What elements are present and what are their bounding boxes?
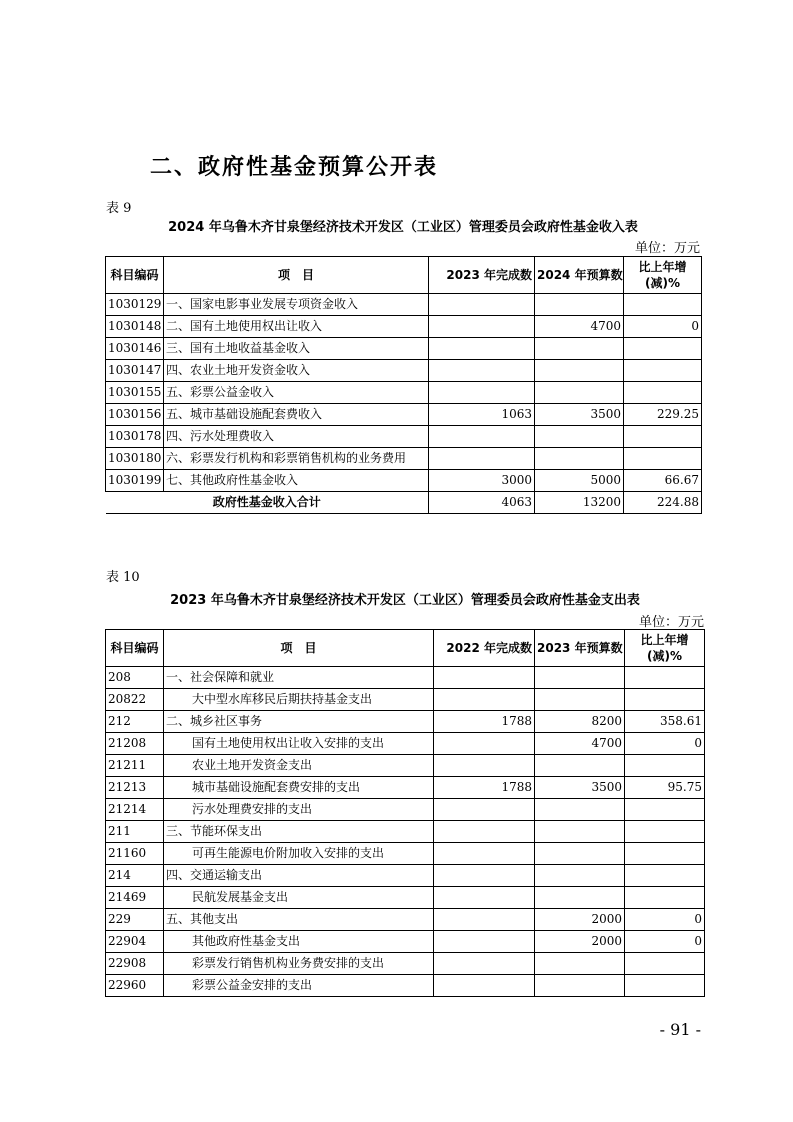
header-budget: 2023 年预算数 <box>535 630 625 667</box>
cell-item: 六、彩票发行机构和彩票销售机构的业务费用 <box>164 448 429 470</box>
cell-budget <box>535 843 625 865</box>
cell-prev-actual <box>429 382 535 404</box>
cell-prev-actual <box>434 953 535 975</box>
cell-prev-actual <box>434 975 535 997</box>
cell-code: 22904 <box>106 931 164 953</box>
cell-budget: 5000 <box>535 470 624 492</box>
table-row <box>106 865 705 887</box>
table-row <box>106 448 702 470</box>
cell-code: 1030180 <box>106 448 164 470</box>
table-row <box>106 689 705 711</box>
cell-item: 国有土地使用权出让收入安排的支出 <box>164 733 434 755</box>
cell-change: 0 <box>624 316 702 338</box>
table-row <box>106 909 705 931</box>
cell-item: 农业土地开发资金支出 <box>164 755 434 777</box>
cell-change: 358.61 <box>625 711 705 733</box>
cell-code: 21213 <box>106 777 164 799</box>
table-row <box>106 316 702 338</box>
table9-title: 2024 年乌鲁木齐甘泉堡经济技术开发区（工业区）管理委员会政府性基金收入表 <box>168 220 638 235</box>
cell-item: 民航发展基金支出 <box>164 887 434 909</box>
cell-prev-actual <box>434 667 535 689</box>
cell-code: 21160 <box>106 843 164 865</box>
cell-change <box>625 843 705 865</box>
table-row <box>106 843 705 865</box>
cell-budget <box>535 953 625 975</box>
cell-prev-actual <box>434 799 535 821</box>
cell-change: 0 <box>625 931 705 953</box>
cell-item: 二、城乡社区事务 <box>164 711 434 733</box>
cell-prev-actual <box>434 689 535 711</box>
table9-header-row <box>106 257 702 294</box>
cell-budget <box>535 382 624 404</box>
cell-change: 0 <box>625 909 705 931</box>
cell-item: 其他政府性基金支出 <box>164 931 434 953</box>
cell-item: 三、国有土地收益基金收入 <box>164 338 429 360</box>
cell-change: 66.67 <box>624 470 702 492</box>
cell-change: 0 <box>625 733 705 755</box>
table-row <box>106 953 705 975</box>
header-code: 科目编码 <box>106 630 164 667</box>
cell-budget <box>535 360 624 382</box>
cell-prev-actual <box>429 338 535 360</box>
cell-item: 一、社会保障和就业 <box>164 667 434 689</box>
cell-budget <box>535 448 624 470</box>
cell-budget: 4700 <box>535 316 624 338</box>
cell-code: 1030199 <box>106 470 164 492</box>
cell-code: 208 <box>106 667 164 689</box>
total-row <box>106 492 702 514</box>
cell-item: 大中型水库移民后期扶持基金支出 <box>164 689 434 711</box>
total-label: 政府性基金收入合计 <box>106 492 429 514</box>
cell-prev-actual: 3000 <box>429 470 535 492</box>
table-row <box>106 887 705 909</box>
cell-code: 229 <box>106 909 164 931</box>
cell-change <box>625 667 705 689</box>
header-item: 项 目 <box>164 257 429 294</box>
cell-budget: 2000 <box>535 909 625 931</box>
cell-item: 二、国有土地使用权出让收入 <box>164 316 429 338</box>
cell-code: 21211 <box>106 755 164 777</box>
cell-code: 21469 <box>106 887 164 909</box>
cell-budget <box>535 821 625 843</box>
cell-budget <box>535 865 625 887</box>
cell-item: 一、国家电影事业发展专项资金收入 <box>164 294 429 316</box>
cell-change <box>625 975 705 997</box>
header-item: 项 目 <box>164 630 434 667</box>
header-change: 比上年增(减)% <box>624 257 702 294</box>
cell-item: 四、交通运输支出 <box>164 865 434 887</box>
cell-change <box>625 689 705 711</box>
cell-item: 五、彩票公益金收入 <box>164 382 429 404</box>
cell-change <box>625 799 705 821</box>
cell-budget: 4700 <box>535 733 625 755</box>
table-row <box>106 821 705 843</box>
cell-prev-actual <box>434 931 535 953</box>
header-prev-actual: 2023 年完成数 <box>429 257 535 294</box>
cell-change <box>625 953 705 975</box>
cell-budget <box>535 689 625 711</box>
cell-change <box>625 755 705 777</box>
page-number: - 91 - <box>659 1020 701 1039</box>
table-row <box>106 711 705 733</box>
cell-item: 彩票发行销售机构业务费安排的支出 <box>164 953 434 975</box>
table-row <box>106 777 705 799</box>
cell-prev-actual <box>429 316 535 338</box>
cell-budget <box>535 975 625 997</box>
table-row <box>106 975 705 997</box>
cell-item: 七、其他政府性基金收入 <box>164 470 429 492</box>
table-row <box>106 470 702 492</box>
cell-code: 21208 <box>106 733 164 755</box>
cell-budget <box>535 294 624 316</box>
cell-code: 1030155 <box>106 382 164 404</box>
cell-code: 21214 <box>106 799 164 821</box>
table-row <box>106 733 705 755</box>
cell-change <box>624 360 702 382</box>
cell-change <box>624 448 702 470</box>
table9-label: 表 9 <box>106 201 132 216</box>
cell-code: 1030178 <box>106 426 164 448</box>
header-prev-actual: 2022 年完成数 <box>434 630 535 667</box>
cell-budget <box>535 338 624 360</box>
cell-item: 五、城市基础设施配套费收入 <box>164 404 429 426</box>
cell-change <box>624 294 702 316</box>
cell-prev-actual <box>429 426 535 448</box>
cell-budget: 2000 <box>535 931 625 953</box>
cell-change <box>624 426 702 448</box>
table10 <box>105 629 705 997</box>
cell-prev-actual <box>434 733 535 755</box>
table10-title: 2023 年乌鲁木齐甘泉堡经济技术开发区（工业区）管理委员会政府性基金支出表 <box>170 593 640 608</box>
table10-unit: 单位：万元 <box>638 615 704 630</box>
cell-change <box>625 821 705 843</box>
cell-change <box>625 887 705 909</box>
table-row <box>106 755 705 777</box>
header-code: 科目编码 <box>106 257 164 294</box>
table-row <box>106 404 702 426</box>
table-row <box>106 931 705 953</box>
total-prev-actual: 4063 <box>429 492 535 514</box>
cell-code: 1030148 <box>106 316 164 338</box>
cell-budget <box>535 755 625 777</box>
header-budget: 2024 年预算数 <box>535 257 624 294</box>
cell-prev-actual <box>434 755 535 777</box>
table10-header-row <box>106 630 705 667</box>
cell-item: 污水处理费安排的支出 <box>164 799 434 821</box>
cell-change <box>624 338 702 360</box>
cell-code: 1030156 <box>106 404 164 426</box>
cell-prev-actual <box>434 821 535 843</box>
cell-item: 四、农业土地开发资金收入 <box>164 360 429 382</box>
cell-prev-actual: 1788 <box>434 711 535 733</box>
table-row <box>106 799 705 821</box>
cell-prev-actual <box>434 909 535 931</box>
table10-label: 表 10 <box>106 570 140 585</box>
cell-prev-actual <box>434 865 535 887</box>
cell-code: 22960 <box>106 975 164 997</box>
cell-item: 彩票公益金安排的支出 <box>164 975 434 997</box>
cell-code: 22908 <box>106 953 164 975</box>
table9 <box>105 256 702 514</box>
table-row <box>106 667 705 689</box>
cell-code: 1030129 <box>106 294 164 316</box>
cell-budget <box>535 887 625 909</box>
table-row <box>106 338 702 360</box>
cell-code: 211 <box>106 821 164 843</box>
cell-code: 20822 <box>106 689 164 711</box>
cell-item: 四、污水处理费收入 <box>164 426 429 448</box>
cell-prev-actual <box>429 448 535 470</box>
cell-budget: 3500 <box>535 777 625 799</box>
total-budget: 13200 <box>535 492 624 514</box>
cell-change <box>625 865 705 887</box>
cell-change <box>624 382 702 404</box>
section-title: 二、政府性基金预算公开表 <box>150 155 439 180</box>
cell-prev-actual: 1788 <box>434 777 535 799</box>
cell-code: 214 <box>106 865 164 887</box>
cell-prev-actual: 1063 <box>429 404 535 426</box>
cell-item: 可再生能源电价附加收入安排的支出 <box>164 843 434 865</box>
cell-prev-actual <box>429 294 535 316</box>
header-change: 比上年增(减)% <box>625 630 705 667</box>
cell-prev-actual <box>434 887 535 909</box>
cell-budget: 8200 <box>535 711 625 733</box>
cell-code: 1030147 <box>106 360 164 382</box>
table-row <box>106 426 702 448</box>
table9-unit: 单位：万元 <box>634 241 700 256</box>
cell-code: 1030146 <box>106 338 164 360</box>
total-change: 224.88 <box>624 492 702 514</box>
cell-prev-actual <box>429 360 535 382</box>
cell-item: 三、节能环保支出 <box>164 821 434 843</box>
table-row <box>106 294 702 316</box>
table-row <box>106 382 702 404</box>
cell-code: 212 <box>106 711 164 733</box>
cell-item: 五、其他支出 <box>164 909 434 931</box>
cell-item: 城市基础设施配套费安排的支出 <box>164 777 434 799</box>
cell-budget: 3500 <box>535 404 624 426</box>
cell-prev-actual <box>434 843 535 865</box>
cell-budget <box>535 667 625 689</box>
cell-budget <box>535 799 625 821</box>
table-row <box>106 360 702 382</box>
cell-change: 95.75 <box>625 777 705 799</box>
cell-budget <box>535 426 624 448</box>
cell-change: 229.25 <box>624 404 702 426</box>
